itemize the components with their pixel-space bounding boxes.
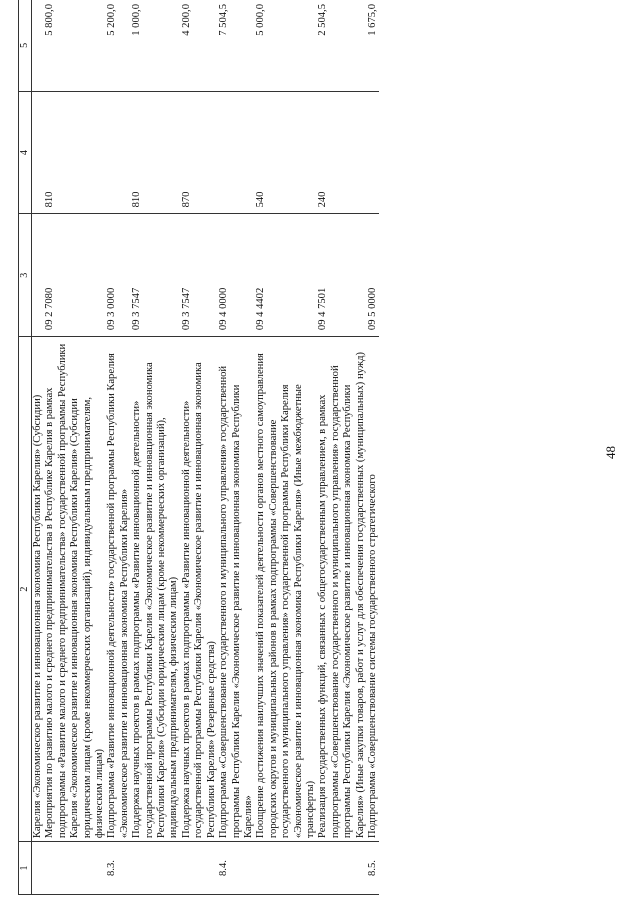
row-number — [131, 842, 181, 895]
row-expense-type: 810 — [44, 91, 106, 214]
table-row — [367, 0, 379, 895]
row-expense-type: 870 — [181, 91, 218, 214]
column-header: 2 — [19, 337, 32, 842]
row-code: 09 3 7547 — [131, 214, 181, 337]
row-amount — [32, 0, 45, 91]
row-amount: 4 200,0 — [181, 0, 218, 91]
row-description: Мероприятия по развитию малого и среднего предпринимательства в Республике Карелия в рамках подпрограммы «Развитие малого и среднего предпринимательства» государственной программы Республики Карелия «Экономическое развитие и инновационная экономика Республики Карелия» (Субсидии юридическим лицам (кроме некоммерческих организаций), индивидуальным предпринимателям, физическим лицам) — [44, 337, 106, 842]
row-amount: 5 000,0 — [255, 0, 317, 91]
page-number: 48 — [603, 446, 618, 459]
row-expense-type: 810 — [131, 91, 181, 214]
table-row — [317, 0, 367, 895]
table-row — [255, 0, 317, 895]
row-description: Поддержка научных проектов в рамках подпрограммы «Развитие инновационной деятельности» государственной программы Республики Карелия «Экономическое развитие и инновационная экономика Республики Карелия» (Субсидии юридическим лицам (кроме некоммерческих организаций), индивидуальным предпринимателям, физическим лицам) — [131, 337, 181, 842]
table-row — [32, 0, 45, 895]
row-amount: 2 504,5 — [317, 0, 367, 91]
row-amount: 7 504,5 — [218, 0, 255, 91]
table-row — [106, 0, 131, 895]
row-code: 09 3 7547 — [181, 214, 218, 337]
table-row — [44, 0, 106, 895]
row-number — [181, 842, 218, 895]
table-header-row — [19, 0, 32, 895]
row-expense-type — [32, 91, 45, 214]
row-amount: 1 000,0 — [131, 0, 181, 91]
row-amount: 1 675,0 — [367, 0, 379, 91]
row-code: 09 3 0000 — [106, 214, 131, 337]
row-code: 09 4 0000 — [218, 214, 255, 337]
row-code: 09 2 7080 — [44, 214, 106, 337]
column-header: 3 — [19, 214, 32, 337]
row-amount: 5 800,0 — [44, 0, 106, 91]
row-description: Карелия «Экономическое развитие и инновационная экономика Республики Карелия» (Субсидии) — [32, 337, 45, 842]
table-row — [181, 0, 218, 895]
column-header: 4 — [19, 91, 32, 214]
row-number — [44, 842, 106, 895]
row-number: 8.3. — [106, 842, 131, 895]
row-code: 09 4 4402 — [255, 214, 317, 337]
row-number: 8.5. — [367, 842, 379, 895]
row-description: Поощрение достижения наилучших значений показателей деятельности органов местного самоуправления городских округов и муниципальных районов в рамках подпрограммы «Совершенствование государственного и муниципального управления» государственной программы Республики Карелия «Экономическое развитие и инновационная экономика Республики Карелия» (Иные межбюджетные трансферты) — [255, 337, 317, 842]
column-header: 1 — [19, 842, 32, 895]
row-number — [255, 842, 317, 895]
row-expense-type — [367, 91, 379, 214]
row-expense-type: 240 — [317, 91, 367, 214]
row-description: Подпрограмма «Развитие инновационной деятельности» государственной программы Республики Карелия «Экономическое развитие и инновационная экономика Республики Карелия» — [106, 337, 131, 842]
table-row — [131, 0, 181, 895]
row-expense-type — [218, 91, 255, 214]
row-code: 09 4 7501 — [317, 214, 367, 337]
row-number — [317, 842, 367, 895]
column-header: 5 — [19, 0, 32, 91]
row-code — [32, 214, 45, 337]
row-description: Подпрограмма «Совершенствование системы государственного стратегического — [367, 337, 379, 842]
row-description: Подпрограмма «Совершенствование государственного и муниципального управления» государственной программы Республики Карелия «Экономическое развитие и инновационная экономика Республики Карелия» — [218, 337, 255, 842]
table-body — [19, 0, 380, 895]
table-row — [218, 0, 255, 895]
budget-table — [18, 0, 379, 895]
row-code: 09 5 0000 — [367, 214, 379, 337]
row-number: 8.4. — [218, 842, 255, 895]
row-expense-type: 540 — [255, 91, 317, 214]
row-description: Поддержка научных проектов в рамках подпрограммы «Развитие инновационной деятельности» государственной программы Республики Карелия «Экономическое развитие и инновационная экономика Республики Карелия» (Резервные средства) — [181, 337, 218, 842]
row-amount: 5 200,0 — [106, 0, 131, 91]
row-description: Реализация государственных функций, связанных с общегосударственным управлением, в рамках подпрограммы «Совершенствование государственного и муниципального управления» государственной программы Республики Карелия «Экономическое развитие и инновационная экономика Республики Карелия» (Иные закупки товаров, работ и услуг для обеспечения государственных (муниципальных) нужд) — [317, 337, 367, 842]
row-number — [32, 842, 45, 895]
row-expense-type — [106, 91, 131, 214]
